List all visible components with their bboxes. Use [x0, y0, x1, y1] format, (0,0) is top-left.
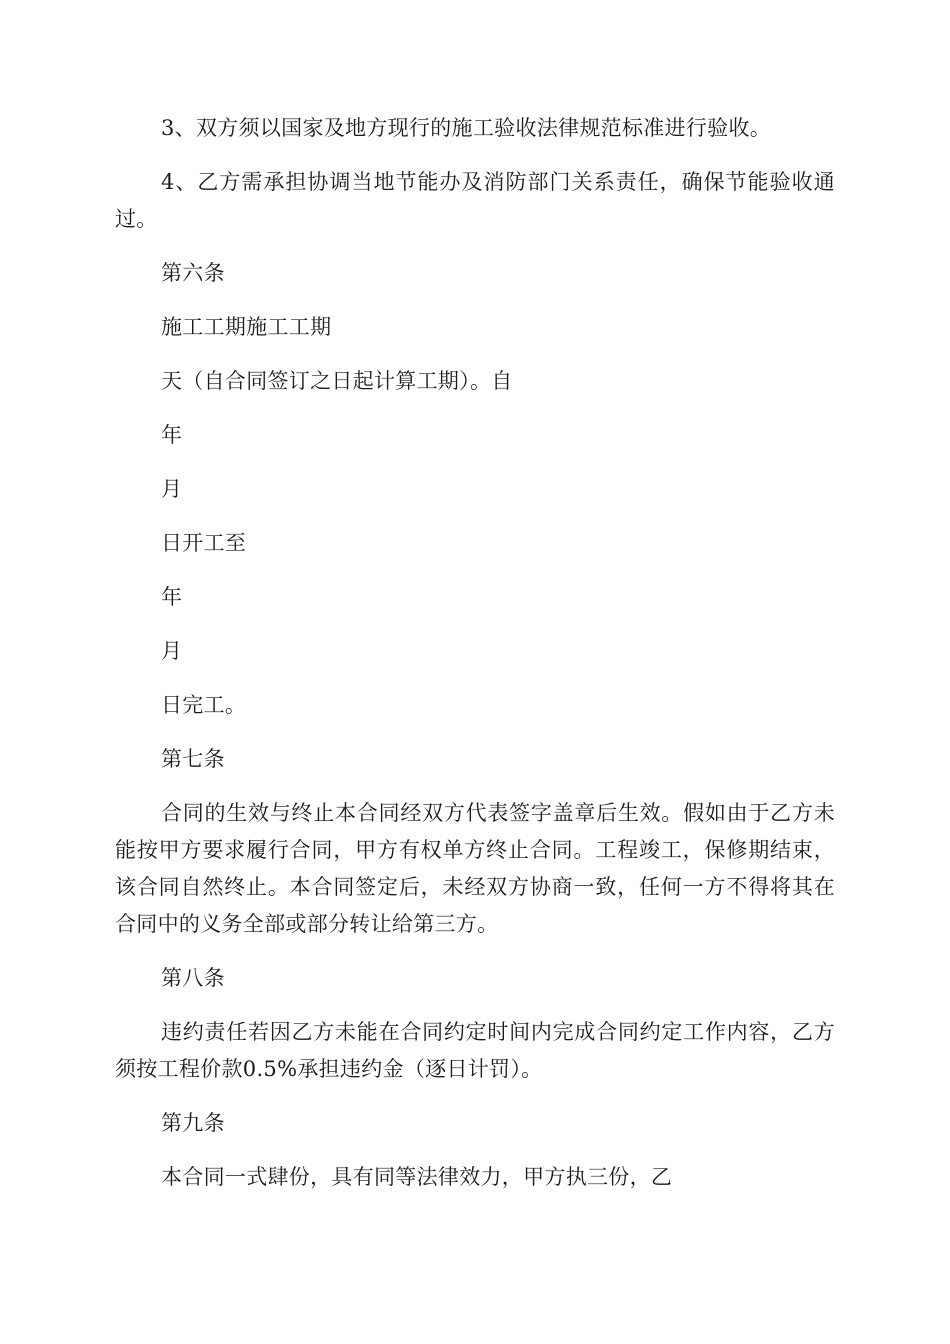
start-month-label: 月: [161, 477, 183, 501]
article-6-heading: 第六条: [161, 261, 225, 285]
article-7-heading: 第七条: [161, 747, 225, 771]
end-day-label: 日完工。: [161, 693, 247, 717]
article-8-heading: 第八条: [161, 966, 225, 990]
start-day-label: 日开工至: [161, 531, 247, 555]
article-6-title: 施工工期施工工期: [161, 315, 332, 339]
article-6-days-line: 天（自合同签订之日起计算工期）。自: [161, 369, 513, 393]
end-year-label: 年: [161, 585, 183, 609]
clause-item-4: 4、乙方需承担协调当地节能办及消防部门关系责任，确保节能验收通过。: [115, 170, 835, 231]
clause-item-3: 3、双方须以国家及地方现行的施工验收法律规范标准进行验收。: [161, 116, 772, 140]
article-9-heading: 第九条: [161, 1111, 225, 1135]
end-month-label: 月: [161, 639, 183, 663]
start-year-label: 年: [161, 423, 183, 447]
article-7-body: 合同的生效与终止本合同经双方代表签字盖章后生效。假如由于乙方未能按甲方要求履行合同，甲方有权单方终止合同。工程竣工，保修期结束，该合同自然终止。本合同签定后，未经双方协商一致，任何一方不得将其在合同中的义务全部或部分转让给第三方。: [115, 801, 835, 936]
article-8-body: 违约责任若因乙方未能在合同约定时间内完成合同约定工作内容，乙方须按工程价款0.5%承担违约金（逐日计罚）。: [115, 1020, 835, 1081]
document-page: [115, 110, 835, 1213]
article-9-body: 本合同一式肆份，具有同等法律效力，甲方执三份，乙: [161, 1165, 673, 1189]
